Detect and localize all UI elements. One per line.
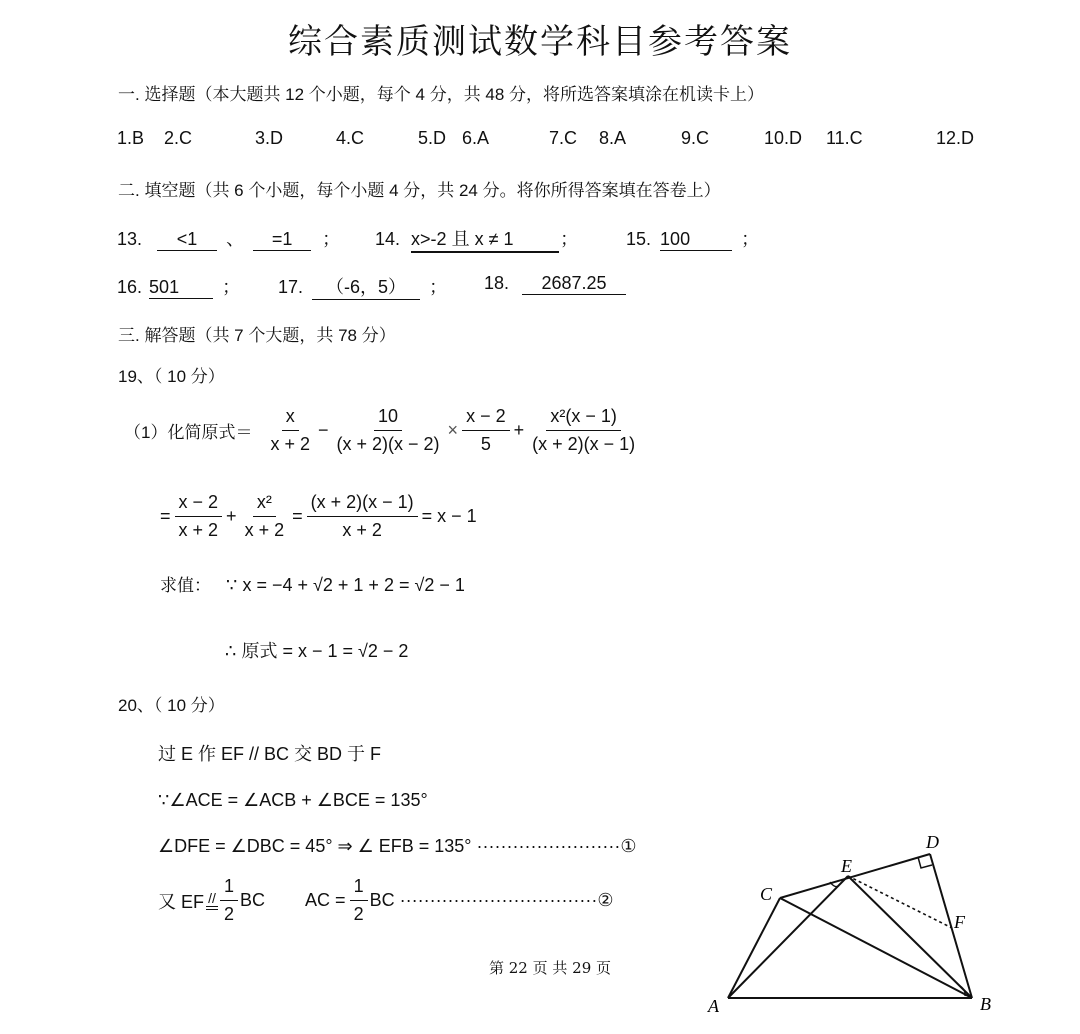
- segment-cb: [780, 898, 972, 998]
- section-1-heading: 一. 选择题（本大题共 12 个小题，每个 4 分，共 48 分，将所选答案填涂在机读卡上）: [118, 85, 765, 104]
- q20-line3: ∠DFE = ∠DBC = 45° ⇒ ∠ EFB = 135° ························①: [158, 836, 637, 856]
- fraction: [175, 492, 223, 541]
- q13-blank-a: <1: [157, 229, 217, 251]
- simplified-result: = x − 1: [421, 506, 477, 526]
- label-f: F: [954, 912, 965, 932]
- mc-answer: 4.C: [336, 128, 365, 148]
- mc-answer: 5.D: [418, 128, 447, 148]
- mc-answer: 10.D: [764, 128, 803, 148]
- numerator: x − 2: [462, 406, 510, 431]
- q20-line1: 过 E 作 EF // BC 交 BD 于 F: [158, 744, 382, 764]
- denominator: x + 2: [342, 520, 382, 540]
- fraction: [307, 492, 418, 541]
- numerator: 1: [220, 876, 238, 901]
- q13-blank-b: =1: [253, 229, 311, 251]
- q17-answer: [278, 273, 447, 300]
- geometry-figure: [690, 820, 1020, 1020]
- mc-answer: 1.B: [117, 128, 145, 148]
- q15-label: 15.: [626, 229, 652, 249]
- parallel-mark: //: [208, 889, 216, 906]
- q14-answer: [375, 225, 578, 253]
- operator: +: [513, 420, 525, 440]
- q13-separator: 、: [226, 229, 245, 249]
- q19-simplify-line2: [160, 492, 481, 541]
- denominator: 5: [480, 434, 491, 454]
- denominator: (x + 2)(x − 2): [336, 434, 440, 454]
- q18-blank: 2687.25: [522, 273, 626, 295]
- numerator: x²: [253, 492, 276, 517]
- fraction: [333, 406, 444, 455]
- label-d: D: [926, 832, 939, 852]
- q19-evaluate-line: [160, 571, 465, 596]
- q16-answer: [117, 273, 240, 299]
- mc-answer: 7.C: [549, 128, 578, 148]
- operator: ×: [447, 420, 459, 440]
- line4-prefix: 又 EF: [158, 891, 205, 912]
- mc-answer: 6.A: [462, 128, 490, 148]
- q19-simplify-line1: [124, 406, 639, 455]
- q13-label: 13.: [117, 229, 143, 249]
- mc-answer: 2.C: [164, 128, 193, 148]
- segment-ef-dashed: [848, 876, 952, 928]
- q19-result: ∴ 原式 = x − 1 = √2 − 2: [225, 641, 409, 661]
- mc-answer: 12.D: [936, 128, 975, 148]
- numerator: 1: [350, 876, 368, 901]
- page-footer: 第 22 页 共 29 页: [489, 959, 612, 977]
- q13-answer: [117, 225, 340, 251]
- q16-label: 16.: [117, 277, 143, 297]
- line4-tail: BC ·································②: [369, 890, 614, 910]
- label-c: C: [760, 884, 773, 904]
- eval-expression: ∵ x = −4 + √2 + 1 + 2 = √2 − 1: [226, 575, 465, 595]
- numerator: 10: [374, 406, 402, 431]
- numerator: x: [282, 406, 299, 431]
- q15-blank: 100: [660, 229, 732, 251]
- operator: +: [226, 506, 237, 526]
- q20-line4: [158, 876, 614, 925]
- label-a: A: [708, 996, 719, 1016]
- line4-bc: BC: [240, 890, 266, 910]
- q17-label: 17.: [278, 277, 304, 297]
- fraction-half: [350, 876, 368, 925]
- q14-label: 14.: [375, 229, 401, 249]
- q20-line2: ∵∠ACE = ∠ACB + ∠BCE = 135°: [158, 790, 428, 810]
- line4-ac: AC =: [305, 890, 346, 910]
- q19-header: 19、（ 10 分）: [118, 367, 225, 386]
- q13-semicolon: ；: [322, 229, 341, 249]
- q20-header: 20、（ 10 分）: [118, 696, 225, 715]
- operator: =: [160, 506, 171, 526]
- denominator: 2: [224, 904, 235, 924]
- page-title: 综合素质测试数学科目参考答案: [288, 22, 792, 62]
- segment-cd: [780, 854, 930, 898]
- q17-semicolon: ；: [429, 277, 448, 297]
- mc-answer: 8.A: [599, 128, 627, 148]
- mc-answer: 9.C: [681, 128, 710, 148]
- fraction-half: [220, 876, 238, 925]
- operator: =: [292, 506, 303, 526]
- parallel-equal-symbol: [206, 889, 218, 910]
- q18-answer: [484, 273, 626, 295]
- label-b: B: [980, 994, 991, 1014]
- numerator: x − 2: [175, 492, 223, 517]
- numerator: x²(x − 1): [546, 406, 621, 431]
- right-angle-mark: [918, 857, 932, 868]
- mc-answer: 11.C: [826, 128, 863, 148]
- eval-label: 求值：: [160, 576, 211, 595]
- q16-semicolon: ；: [222, 277, 241, 297]
- fraction: [462, 406, 510, 455]
- q14-blank: x>-2 且 x ≠ 1: [411, 225, 559, 253]
- section-3-heading: 三. 解答题（共 7 个大题，共 78 分）: [118, 326, 396, 345]
- denominator: 2: [353, 904, 364, 924]
- numerator: (x + 2)(x − 1): [307, 492, 418, 517]
- fraction: [528, 406, 639, 455]
- q14-semicolon: ；: [560, 229, 579, 249]
- q18-label: 18.: [484, 273, 510, 293]
- q16-blank: 501: [149, 277, 213, 299]
- denominator: x + 2: [270, 434, 310, 454]
- q15-answer: [626, 225, 759, 251]
- denominator: (x + 2)(x − 1): [532, 434, 636, 454]
- fraction: [241, 492, 289, 541]
- label-e: E: [841, 856, 852, 876]
- segment-ae: [728, 876, 848, 998]
- q19-part1-label: （1）化简原式＝: [124, 423, 253, 442]
- operator: −: [318, 420, 329, 440]
- fraction: [266, 406, 314, 455]
- q17-blank: （-6，5）: [312, 273, 420, 300]
- section-2-heading: 二. 填空题（共 6 个小题，每个小题 4 分，共 24 分。将你所得答案填在答卷上）: [118, 181, 721, 200]
- equal-mark: [206, 906, 218, 910]
- denominator: x + 2: [244, 520, 285, 540]
- denominator: x + 2: [178, 520, 219, 540]
- mc-answer: 3.D: [255, 128, 284, 148]
- segment-ac: [728, 898, 780, 998]
- q15-semicolon: ；: [741, 229, 760, 249]
